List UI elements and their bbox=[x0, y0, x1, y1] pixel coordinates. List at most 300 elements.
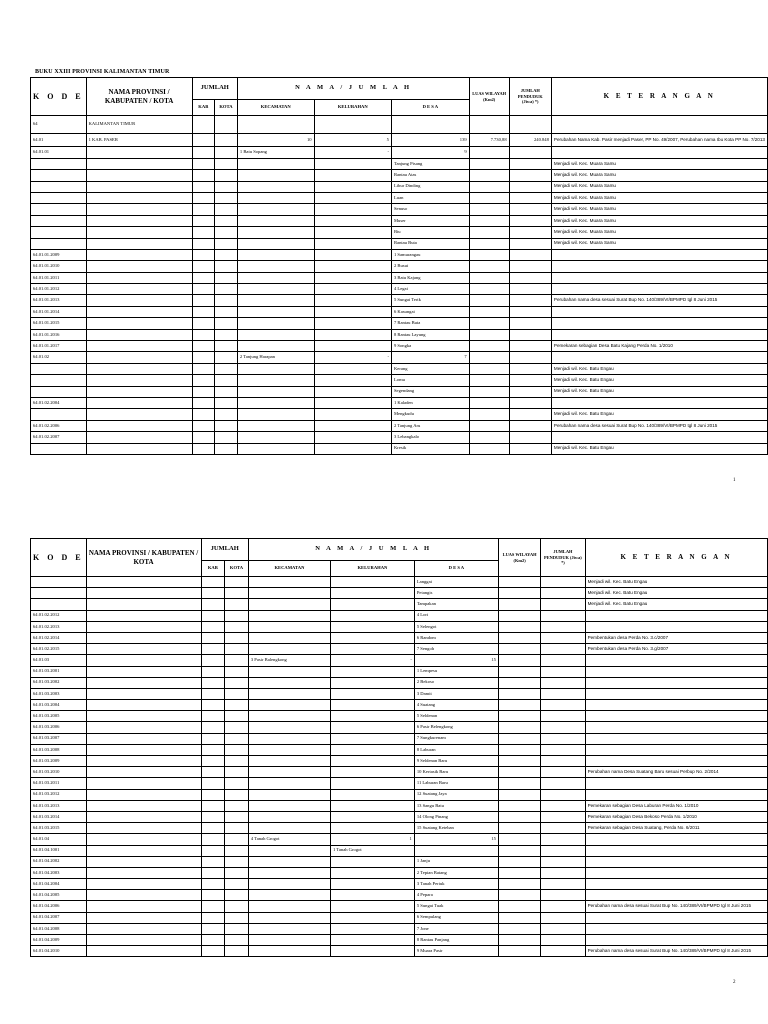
luas-cell bbox=[498, 577, 540, 588]
keterangan-cell: Menjadi wil. Kec. Muara Samu bbox=[551, 158, 767, 169]
kota-cell bbox=[214, 341, 237, 352]
keterangan-cell: Pemekaran sebagian Desa Laburan Perda No. 1/2010 bbox=[585, 800, 767, 811]
table-row bbox=[31, 778, 768, 789]
luas-cell bbox=[498, 789, 540, 800]
kelurahan-cell bbox=[331, 879, 415, 890]
kelurahan-cell bbox=[314, 443, 391, 454]
kab-cell bbox=[201, 879, 225, 890]
kelurahan-cell bbox=[314, 363, 391, 374]
nama-cell bbox=[86, 329, 192, 340]
kode-cell bbox=[31, 375, 87, 386]
table-row bbox=[31, 867, 768, 878]
penduduk-cell bbox=[509, 272, 551, 283]
kode-cell: 64.01.03.2010 bbox=[31, 767, 87, 778]
luas-cell bbox=[469, 238, 509, 249]
desa-cell: Senuso bbox=[391, 204, 469, 215]
penduduk-cell bbox=[541, 834, 585, 845]
kecamatan-cell bbox=[248, 901, 330, 912]
desa-cell: 1 Lempesu bbox=[414, 666, 498, 677]
table-row bbox=[31, 588, 768, 599]
kab-cell bbox=[192, 261, 214, 272]
kab-cell bbox=[192, 170, 214, 181]
penduduk-cell bbox=[541, 789, 585, 800]
keterangan-cell: Pemekaran sebagian Desa Bekoso Perda No. 1/2010 bbox=[585, 811, 767, 822]
kode-cell: 64.01.02.2007 bbox=[31, 432, 87, 443]
header-kode: K O D E bbox=[31, 78, 87, 116]
kode-cell: 64.01.02 bbox=[31, 352, 87, 363]
table-row bbox=[31, 409, 768, 420]
desa-cell: 1 Janju bbox=[414, 856, 498, 867]
nama-cell bbox=[86, 577, 201, 588]
keterangan-cell: Menjadi wil. Kec. Batu Engau bbox=[585, 588, 767, 599]
table-row bbox=[31, 249, 768, 260]
keterangan-cell bbox=[551, 432, 767, 443]
penduduk-cell bbox=[541, 845, 585, 856]
nama-cell bbox=[86, 621, 201, 632]
desa-cell: 6 Random bbox=[414, 632, 498, 643]
keterangan-cell bbox=[585, 778, 767, 789]
kecamatan-cell bbox=[248, 778, 330, 789]
luas-cell bbox=[498, 588, 540, 599]
nama-cell bbox=[86, 397, 192, 408]
kelurahan-cell: 1 Tanah Grogot bbox=[331, 845, 415, 856]
kode-cell: 64.01.04.2008 bbox=[31, 923, 87, 934]
kota-cell bbox=[225, 823, 249, 834]
table-row bbox=[31, 711, 768, 722]
desa-cell: 3 Lebangkalo bbox=[391, 432, 469, 443]
kab-cell bbox=[201, 711, 225, 722]
kode-cell: 64.01.03.2004 bbox=[31, 700, 87, 711]
desa-cell: 9 Muara Pasir bbox=[414, 946, 498, 957]
kode-cell: 64.01.01.2015 bbox=[31, 318, 87, 329]
table-row bbox=[31, 890, 768, 901]
kelurahan-cell bbox=[331, 789, 415, 800]
kecamatan-cell bbox=[237, 261, 314, 272]
kode-cell: 64.01.02.2013 bbox=[31, 621, 87, 632]
table-row bbox=[31, 879, 768, 890]
penduduk-cell bbox=[509, 318, 551, 329]
keterangan-cell bbox=[585, 610, 767, 621]
kelurahan-cell bbox=[314, 397, 391, 408]
header-kelurahan: KELURAHAN bbox=[331, 561, 415, 577]
table-row bbox=[31, 352, 768, 363]
nama-cell bbox=[86, 295, 192, 306]
penduduk-cell bbox=[541, 599, 585, 610]
desa-cell: 3 Tanah Periuk bbox=[414, 879, 498, 890]
kelurahan-cell bbox=[314, 204, 391, 215]
nama-cell bbox=[86, 181, 192, 192]
desa-cell bbox=[414, 845, 498, 856]
keterangan-cell: Perubahan nama desa sesuai Surat Bup No. 140/389/VI/BPMPD tgl 8 Juni 2015 bbox=[551, 295, 767, 306]
nama-cell bbox=[86, 588, 201, 599]
kelurahan-cell: - bbox=[314, 147, 391, 158]
table-row bbox=[31, 134, 768, 147]
desa-cell: 9 Seldenan Baru bbox=[414, 756, 498, 767]
penduduk-cell bbox=[509, 409, 551, 420]
region-table-page-2 bbox=[30, 538, 768, 957]
desa-cell: 5 Selengot bbox=[414, 621, 498, 632]
kab-cell bbox=[201, 901, 225, 912]
kecamatan-cell bbox=[248, 588, 330, 599]
kota-cell bbox=[225, 901, 249, 912]
kelurahan-cell bbox=[314, 318, 391, 329]
luas-cell bbox=[498, 688, 540, 699]
kode-cell bbox=[31, 588, 87, 599]
nama-cell bbox=[86, 811, 201, 822]
header-kode: K O D E bbox=[31, 539, 87, 577]
kab-cell bbox=[201, 688, 225, 699]
table-row bbox=[31, 397, 768, 408]
kecamatan-cell bbox=[237, 397, 314, 408]
keterangan-cell: Menjadi wil. Kec. Muara Samu bbox=[551, 192, 767, 203]
kode-cell: 64.01.02.2004 bbox=[31, 397, 87, 408]
keterangan-cell: Perubahan nama desa sesuai Surat Bup No. 140/389/VI/BPMPD tgl 8 Juni 2015 bbox=[585, 946, 767, 957]
desa-cell: 8 Laburan bbox=[414, 744, 498, 755]
kelurahan-cell bbox=[314, 420, 391, 431]
kecamatan-cell bbox=[237, 363, 314, 374]
kab-cell bbox=[201, 789, 225, 800]
kelurahan-cell bbox=[314, 261, 391, 272]
penduduk-cell bbox=[541, 700, 585, 711]
nama-cell bbox=[86, 261, 192, 272]
nama-cell bbox=[86, 599, 201, 610]
desa-cell: 3 Batu Kajang bbox=[391, 272, 469, 283]
header-penduduk: JUMLAH PENDUDUK (Jiwa) *) bbox=[541, 539, 585, 577]
penduduk-cell bbox=[541, 923, 585, 934]
kota-cell bbox=[214, 170, 237, 181]
kecamatan-cell bbox=[237, 170, 314, 181]
kecamatan-cell bbox=[237, 329, 314, 340]
kode-cell bbox=[31, 363, 87, 374]
header-nama: NAMA PROVINSI / KABUPATEN / KOTA bbox=[86, 78, 192, 116]
penduduk-cell bbox=[509, 181, 551, 192]
kelurahan-cell bbox=[314, 272, 391, 283]
penduduk-cell bbox=[509, 238, 551, 249]
keterangan-cell bbox=[585, 867, 767, 878]
kelurahan-cell bbox=[331, 856, 415, 867]
kecamatan-cell bbox=[248, 845, 330, 856]
kota-cell bbox=[214, 272, 237, 283]
keterangan-cell bbox=[585, 756, 767, 767]
luas-cell bbox=[469, 352, 509, 363]
kecamatan-cell bbox=[248, 823, 330, 834]
kota-cell bbox=[214, 134, 237, 147]
penduduk-cell bbox=[541, 677, 585, 688]
kecamatan-cell bbox=[248, 677, 330, 688]
kota-cell bbox=[225, 879, 249, 890]
luas-cell bbox=[498, 722, 540, 733]
kode-cell: 64.01.02.2014 bbox=[31, 632, 87, 643]
kecamatan-cell: 10 bbox=[237, 134, 314, 147]
kab-cell bbox=[192, 318, 214, 329]
keterangan-cell: Perubahan nama desa sesuai Surat Bup No. 140/389/VI/BPMPD tgl 8 Juni 2015 bbox=[585, 901, 767, 912]
kota-cell bbox=[225, 610, 249, 621]
luas-cell: 7.730,88 bbox=[469, 134, 509, 147]
kota-cell bbox=[214, 409, 237, 420]
kelurahan-cell bbox=[331, 677, 415, 688]
keterangan-cell bbox=[585, 789, 767, 800]
desa-cell: 6 Kasungai bbox=[391, 306, 469, 317]
kab-cell bbox=[201, 588, 225, 599]
kode-cell: 64.01.01.2016 bbox=[31, 329, 87, 340]
keterangan-cell: Menjadi wil. Kec. Batu Engau bbox=[551, 443, 767, 454]
desa-cell: Rantau Buta bbox=[391, 238, 469, 249]
kelurahan-cell bbox=[314, 306, 391, 317]
kab-cell bbox=[201, 856, 225, 867]
keterangan-cell bbox=[585, 834, 767, 845]
penduduk-cell bbox=[541, 767, 585, 778]
kota-cell bbox=[214, 318, 237, 329]
penduduk-cell bbox=[541, 711, 585, 722]
luas-cell bbox=[469, 363, 509, 374]
kecamatan-cell bbox=[237, 443, 314, 454]
kota-cell bbox=[214, 443, 237, 454]
keterangan-cell bbox=[585, 666, 767, 677]
kota-cell bbox=[225, 632, 249, 643]
keterangan-cell bbox=[585, 744, 767, 755]
luas-cell bbox=[498, 912, 540, 923]
kode-cell: 64 bbox=[31, 116, 87, 134]
nama-cell bbox=[86, 744, 201, 755]
table-row bbox=[31, 420, 768, 431]
keterangan-cell: Pemekaran sebagian Desa Batu Kajang Perda No. 1/2010 bbox=[551, 341, 767, 352]
table-row bbox=[31, 306, 768, 317]
kecamatan-cell bbox=[248, 644, 330, 655]
kode-cell: 64.01.04.2009 bbox=[31, 935, 87, 946]
kota-cell bbox=[214, 204, 237, 215]
table-row bbox=[31, 599, 768, 610]
kelurahan-cell bbox=[331, 711, 415, 722]
kecamatan-cell bbox=[237, 238, 314, 249]
luas-cell bbox=[469, 295, 509, 306]
kode-cell bbox=[31, 215, 87, 226]
nama-cell bbox=[86, 711, 201, 722]
table-row bbox=[31, 158, 768, 169]
keterangan-cell bbox=[585, 711, 767, 722]
keterangan-cell: Menjadi wil. Kec. Muara Samu bbox=[551, 227, 767, 238]
table-row bbox=[31, 856, 768, 867]
kecamatan-cell bbox=[248, 577, 330, 588]
kota-cell bbox=[214, 192, 237, 203]
kode-cell: 64.01.04.2002 bbox=[31, 856, 87, 867]
penduduk-cell bbox=[509, 158, 551, 169]
kota-cell bbox=[225, 677, 249, 688]
keterangan-cell bbox=[585, 879, 767, 890]
kab-cell bbox=[192, 181, 214, 192]
penduduk-cell bbox=[509, 116, 551, 134]
keterangan-cell bbox=[585, 621, 767, 632]
kab-cell bbox=[201, 845, 225, 856]
desa-cell: 6 Pasir Belengkong bbox=[414, 722, 498, 733]
nama-cell bbox=[86, 789, 201, 800]
keterangan-cell: Menjadi wil. Kec. Batu Engau bbox=[585, 577, 767, 588]
kota-cell bbox=[214, 329, 237, 340]
penduduk-cell bbox=[541, 610, 585, 621]
nama-cell bbox=[86, 238, 192, 249]
kelurahan-cell bbox=[314, 181, 391, 192]
header-jumlah: JUMLAH bbox=[192, 78, 237, 100]
kota-cell bbox=[214, 116, 237, 134]
kota-cell bbox=[214, 147, 237, 158]
nama-cell bbox=[86, 722, 201, 733]
kab-cell bbox=[201, 632, 225, 643]
nama-cell bbox=[86, 901, 201, 912]
kelurahan-cell bbox=[331, 632, 415, 643]
kota-cell bbox=[225, 789, 249, 800]
kelurahan-cell bbox=[331, 756, 415, 767]
kab-cell bbox=[192, 116, 214, 134]
kelurahan-cell bbox=[314, 215, 391, 226]
kecamatan-cell bbox=[248, 912, 330, 923]
nama-cell bbox=[86, 935, 201, 946]
luas-cell bbox=[498, 901, 540, 912]
nama-cell bbox=[86, 318, 192, 329]
kota-cell bbox=[225, 688, 249, 699]
kecamatan-cell bbox=[237, 215, 314, 226]
kode-cell: 64.01.04.2007 bbox=[31, 912, 87, 923]
kecamatan-cell bbox=[248, 811, 330, 822]
kecamatan-cell bbox=[248, 867, 330, 878]
desa-cell: 5 Sungai Tuak bbox=[414, 901, 498, 912]
luas-cell bbox=[498, 744, 540, 755]
table-row bbox=[31, 800, 768, 811]
table-row bbox=[31, 688, 768, 699]
nama-cell bbox=[86, 666, 201, 677]
kota-cell bbox=[214, 386, 237, 397]
kota-cell bbox=[225, 577, 249, 588]
desa-cell: 11 Laburan Baru bbox=[414, 778, 498, 789]
penduduk-cell bbox=[541, 800, 585, 811]
kab-cell bbox=[201, 621, 225, 632]
penduduk-cell bbox=[509, 341, 551, 352]
keterangan-cell bbox=[585, 935, 767, 946]
kelurahan-cell bbox=[331, 599, 415, 610]
header-desa: D E S A bbox=[414, 561, 498, 577]
kelurahan-cell bbox=[331, 767, 415, 778]
kode-cell: 64.01.04 bbox=[31, 834, 87, 845]
nama-cell bbox=[86, 284, 192, 295]
kab-cell bbox=[192, 295, 214, 306]
kecamatan-cell bbox=[237, 249, 314, 260]
keterangan-cell: Perubahan Nama Kab. Pasir menjadi Paser, PP No. 49/2007, Perubahan nama Ibu Kota PP No. 7/2013 bbox=[551, 134, 767, 147]
table-row bbox=[31, 722, 768, 733]
kecamatan-cell bbox=[237, 284, 314, 295]
kab-cell bbox=[201, 834, 225, 845]
kota-cell bbox=[225, 711, 249, 722]
luas-cell bbox=[498, 711, 540, 722]
keterangan-cell bbox=[551, 397, 767, 408]
table-row bbox=[31, 610, 768, 621]
desa-cell: 2 Tepian Batang bbox=[414, 867, 498, 878]
kecamatan-cell bbox=[248, 856, 330, 867]
kecamatan-cell bbox=[248, 789, 330, 800]
keterangan-cell bbox=[551, 318, 767, 329]
keterangan-cell: Menjadi wil. Kec. Batu Engau bbox=[551, 363, 767, 374]
kota-cell bbox=[225, 935, 249, 946]
kota-cell bbox=[214, 261, 237, 272]
kelurahan-cell bbox=[331, 610, 415, 621]
kelurahan-cell bbox=[331, 923, 415, 934]
desa-cell: 6 Sempulang bbox=[414, 912, 498, 923]
desa-cell: 15 bbox=[414, 655, 498, 666]
kecamatan-cell bbox=[237, 295, 314, 306]
kota-cell bbox=[225, 890, 249, 901]
table-row bbox=[31, 744, 768, 755]
luas-cell bbox=[469, 116, 509, 134]
penduduk-cell bbox=[541, 901, 585, 912]
kota-cell bbox=[225, 700, 249, 711]
nama-cell bbox=[86, 823, 201, 834]
kode-cell: 64.01.03.2002 bbox=[31, 677, 87, 688]
luas-cell bbox=[469, 409, 509, 420]
desa-cell: Rantau Atas bbox=[391, 170, 469, 181]
keterangan-cell: Menjadi wil. Kec. Muara Samu bbox=[551, 238, 767, 249]
nama-cell bbox=[86, 700, 201, 711]
desa-cell: 10 Kertasik Baru bbox=[414, 767, 498, 778]
nama-cell bbox=[86, 363, 192, 374]
kota-cell bbox=[214, 295, 237, 306]
penduduk-cell bbox=[541, 867, 585, 878]
kab-cell bbox=[192, 249, 214, 260]
kota-cell bbox=[225, 811, 249, 822]
penduduk-cell bbox=[509, 443, 551, 454]
keterangan-cell bbox=[585, 845, 767, 856]
penduduk-cell bbox=[541, 811, 585, 822]
kelurahan-cell bbox=[331, 811, 415, 822]
kelurahan-cell bbox=[314, 295, 391, 306]
desa-cell: 13 Sangu Batu bbox=[414, 800, 498, 811]
header-kecamatan: KECAMATAN bbox=[237, 100, 314, 116]
luas-cell bbox=[498, 700, 540, 711]
table-row bbox=[31, 181, 768, 192]
desa-cell: 2 Busui bbox=[391, 261, 469, 272]
kab-cell bbox=[201, 700, 225, 711]
penduduk-cell bbox=[509, 227, 551, 238]
table-row bbox=[31, 432, 768, 443]
kecamatan-cell bbox=[248, 800, 330, 811]
kode-cell: 64.01.03.2006 bbox=[31, 722, 87, 733]
luas-cell bbox=[498, 632, 540, 643]
luas-cell bbox=[498, 946, 540, 957]
desa-cell: 4 Legai bbox=[391, 284, 469, 295]
desa-cell: 1 Kaladen bbox=[391, 397, 469, 408]
kecamatan-cell bbox=[237, 341, 314, 352]
kab-cell bbox=[201, 733, 225, 744]
penduduk-cell bbox=[541, 632, 585, 643]
header-keterangan: K E T E R A N G A N bbox=[585, 539, 767, 577]
desa-cell: 8 Rantau Layung bbox=[391, 329, 469, 340]
penduduk-cell bbox=[541, 644, 585, 655]
nama-cell bbox=[86, 386, 192, 397]
nama-cell bbox=[86, 912, 201, 923]
table-row bbox=[31, 386, 768, 397]
penduduk-cell bbox=[541, 756, 585, 767]
keterangan-cell: Menjadi wil. Kec. Batu Engau bbox=[551, 386, 767, 397]
penduduk-cell bbox=[541, 879, 585, 890]
table-row bbox=[31, 329, 768, 340]
header-keterangan: K E T E R A N G A N bbox=[551, 78, 767, 116]
kota-cell bbox=[225, 722, 249, 733]
luas-cell bbox=[498, 666, 540, 677]
kode-cell: 64.01.01.2011 bbox=[31, 272, 87, 283]
kota-cell bbox=[225, 778, 249, 789]
kota-cell bbox=[225, 744, 249, 755]
keterangan-cell: Perubahan nama Desa Suatang Baru sesuai Perbup No. 2/2014 bbox=[585, 767, 767, 778]
kab-cell bbox=[192, 272, 214, 283]
kecamatan-cell bbox=[248, 621, 330, 632]
nama-cell bbox=[86, 845, 201, 856]
table-row bbox=[31, 341, 768, 352]
